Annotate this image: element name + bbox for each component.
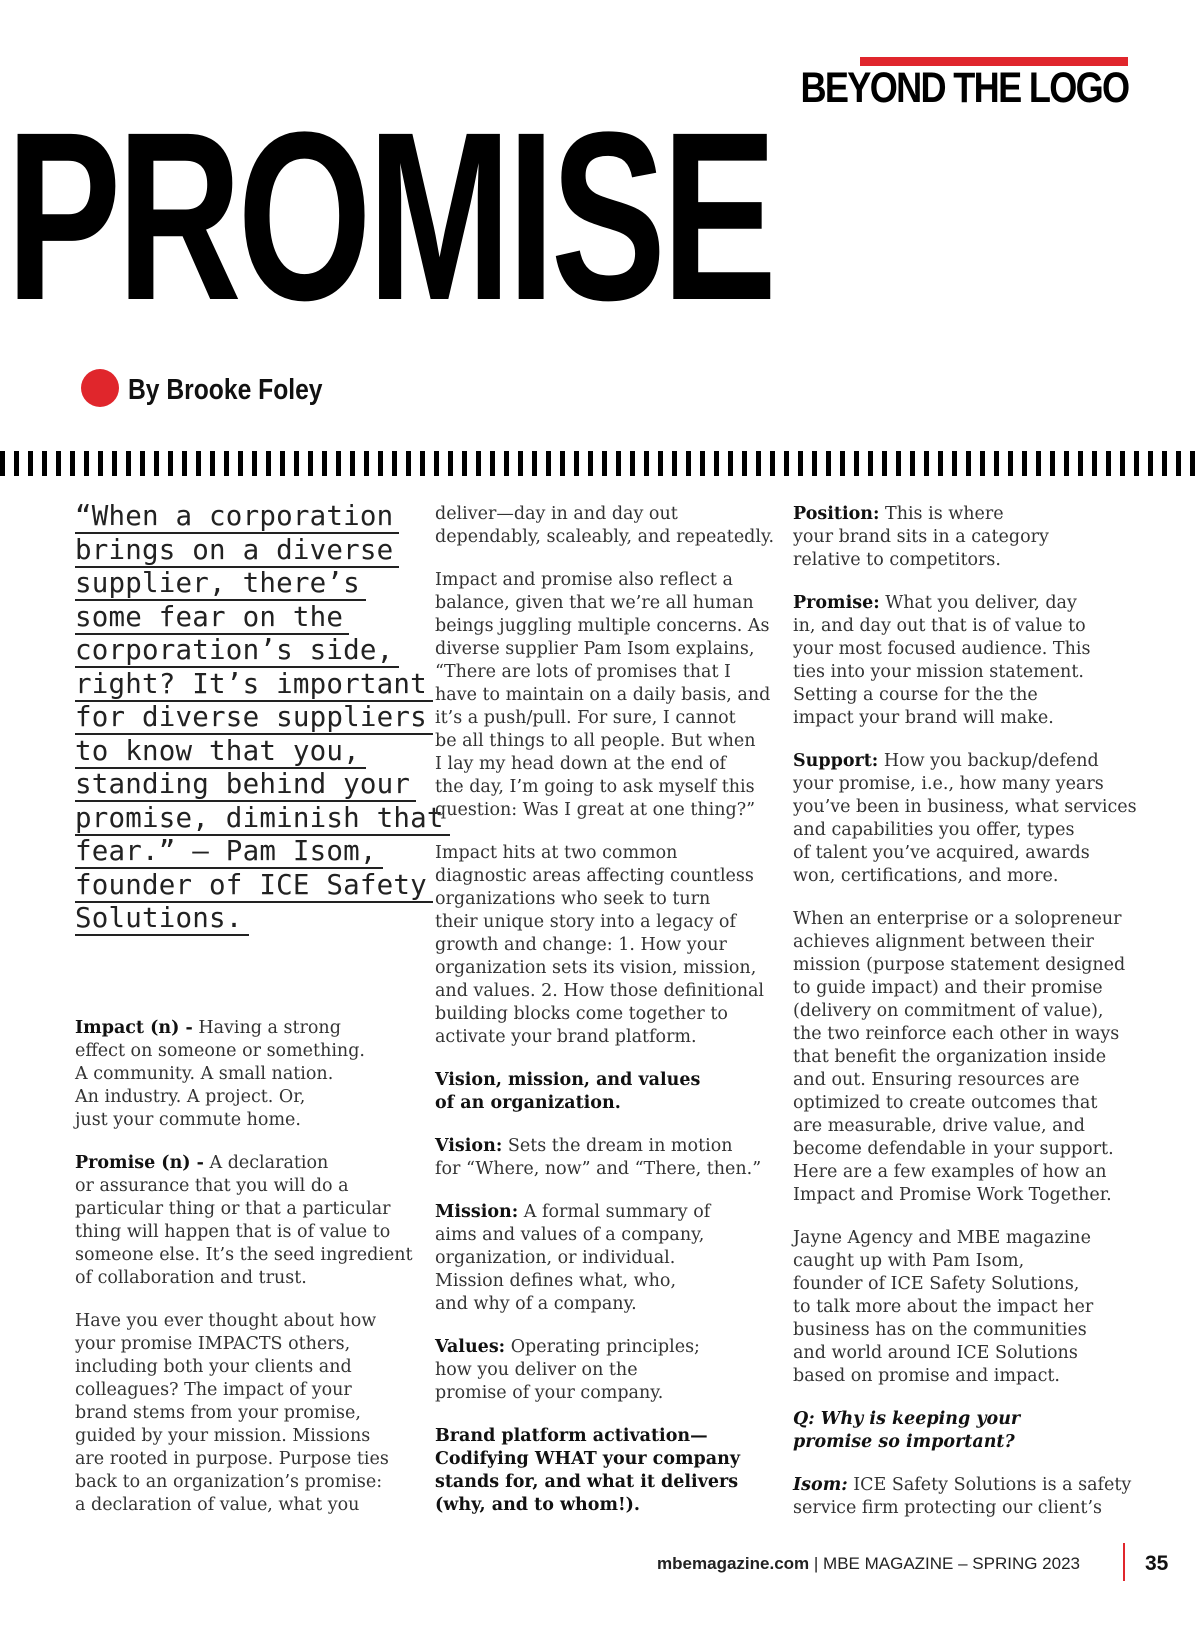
support-definition: Support: How you backup/defend your promise, i.e., how many years you’ve been in business, what services and capabilities you offer, types of talent you’ve acquired, awards won, certifications, and more. <box>793 751 1137 886</box>
subheading: Brand platform activation— Codifying WHAT your company stands for, and what it delivers (why, and to whom!). <box>435 1426 740 1515</box>
body-paragraph: Jayne Agency and MBE magazine caught up with Pam Isom, founder of ICE Safety Solutions, to talk more about the impact her business has on the communities and world around ICE Solutions based on promise and impact. <box>793 1228 1094 1386</box>
interview-answer: Isom: ICE Safety Solutions is a safety service firm protecting our client’s <box>793 1475 1132 1518</box>
vision-term: Vision: <box>435 1136 503 1156</box>
dashed-divider <box>0 451 1200 476</box>
byline-dot-icon <box>81 369 119 407</box>
vision-definition: Vision: Sets the dream in motion for “Where, now” and “There, then.” <box>435 1136 762 1179</box>
footer-divider <box>1123 1543 1125 1581</box>
pull-quote-line: standing behind your <box>75 768 415 802</box>
body-column-3 <box>793 503 1137 1540</box>
promise-term: Promise (n) - <box>75 1153 204 1173</box>
page-footer <box>657 1554 1080 1574</box>
subheading: Vision, mission, and values of an organization. <box>435 1070 701 1113</box>
promise-term: Promise: <box>793 593 880 613</box>
body-paragraph: When an enterprise or a solopreneur achieves alignment between their mission (purpose statement designed to guide impact) and their promise (delivery on commitment of value), the two reinforce each other in ways that benefit the organization inside and out. Ensuring resources are optimized to create outcomes that are measurable, drive value, and become defendable in your support. Here are a few examples of how an Impact and Promise Work Together. <box>793 909 1126 1205</box>
footer-site: mbemagazine.com <box>657 1554 810 1573</box>
promise-definition: Promise (n) - A declaration or assurance that you will do a particular thing or that a particular thing will happen that is of value to someone else. It’s the seed ingredient of collaboration and trust. <box>75 1153 413 1288</box>
pull-quote-line: Solutions. <box>75 902 415 936</box>
page-number: 35 <box>1145 1552 1169 1575</box>
values-definition: Values: Operating principles; how you deliver on the promise of your company. <box>435 1337 700 1403</box>
pull-quote <box>75 500 444 936</box>
body-paragraph: Impact hits at two common diagnostic areas affecting countless organizations who seek to turn their unique story into a legacy of growth and change: 1. How your organization sets its vision, mission, and values. 2. How those definitional building blocks come together to activate your brand platform. <box>435 843 765 1047</box>
footer-separator: | <box>809 1554 824 1573</box>
pull-quote-line: for diverse suppliers <box>75 701 415 735</box>
values-term: Values: <box>435 1337 506 1357</box>
body-paragraph: Have you ever thought about how your promise IMPACTS others, including both your clients and colleagues? The impact of your brand stems from your promise, guided by your mission. Missions are rooted in purpose. Purpose ties back to an organization’s promise: a declaration of value, what you <box>75 1311 389 1515</box>
impact-definition: Impact (n) - Having a strong effect on someone or something. A community. A small nation. An industry. A project. Or, just your commute home. <box>75 1018 365 1130</box>
support-term: Support: <box>793 751 879 771</box>
article-title: PROMISE <box>6 82 773 350</box>
pull-quote-line: fear.” — Pam Isom, <box>75 835 415 869</box>
mission-definition: Mission: A formal summary of aims and values of a company, organization, or individual. Mission defines what, who, and why of a company. <box>435 1202 711 1314</box>
mission-term: Mission: <box>435 1202 519 1222</box>
byline: By Brooke Foley <box>128 374 323 406</box>
pull-quote-line: right? It’s important <box>75 668 415 702</box>
body-paragraph: deliver—day in and day out dependably, scaleably, and repeatedly. <box>435 504 775 547</box>
section-label: BEYOND THE LOGO <box>800 64 1128 112</box>
pull-quote-line: brings on a diverse <box>75 534 415 568</box>
pull-quote-line: corporation’s side, <box>75 634 415 668</box>
footer-issue: MBE MAGAZINE – SPRING 2023 <box>823 1554 1080 1573</box>
body-paragraph: Impact and promise also reflect a balance, given that we’re all human beings juggling multiple concerns. As diverse supplier Pam Isom explains, “There are lots of promises that I have to maintain on a daily basis, and it’s a push/pull. For sure, I cannot be all things to all people. But when I lay my head down at the end of the day, I’m going to ask myself this question: Was I great at one thing?” <box>435 570 771 820</box>
pull-quote-line: “When a corporation <box>75 500 415 534</box>
pull-quote-line: supplier, there’s <box>75 567 415 601</box>
position-term: Position: <box>793 504 880 524</box>
promise-definition: Promise: What you deliver, day in, and day out that is of value to your most focused audience. This ties into your mission statement. Setting a course for the the impact your brand will make. <box>793 593 1091 728</box>
position-definition: Position: This is where your brand sits in a category relative to competitors. <box>793 504 1049 570</box>
pull-quote-line: founder of ICE Safety <box>75 869 415 903</box>
answer-speaker: Isom: <box>793 1475 848 1495</box>
interview-question: Q: Why is keeping your promise so important? <box>793 1409 1021 1452</box>
pull-quote-line: promise, diminish that <box>75 802 415 836</box>
impact-term: Impact (n) - <box>75 1018 193 1038</box>
body-column-2 <box>435 503 775 1537</box>
pull-quote-line: some fear on the <box>75 601 415 635</box>
body-column-1 <box>75 1017 415 1537</box>
pull-quote-line: to know that you, <box>75 735 415 769</box>
